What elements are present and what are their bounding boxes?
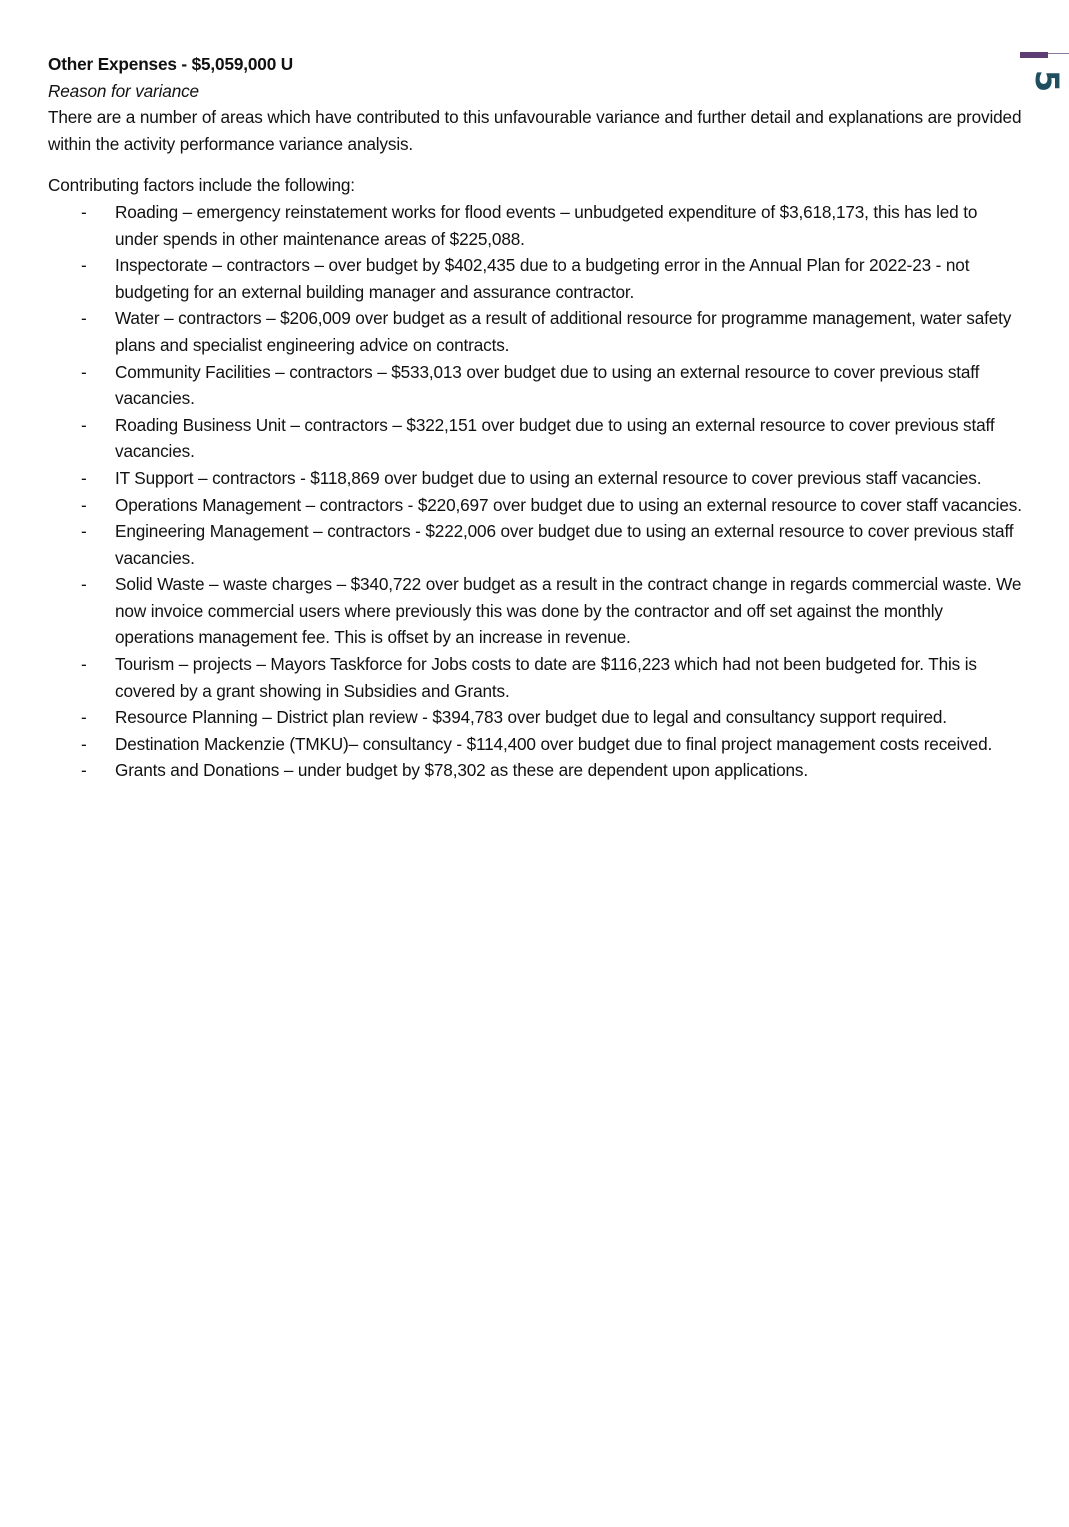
list-item <box>48 571 1023 651</box>
list-item-text: Destination Mackenzie (TMKU)– consultancy - $114,400 over budget due to final project management costs received. <box>115 733 993 754</box>
list-item <box>48 651 1023 704</box>
factors-intro: Contributing factors include the following: <box>48 175 355 196</box>
list-item <box>48 252 1023 305</box>
tab-divider-line <box>1048 53 1069 54</box>
list-item-text: Solid Waste – waste charges – $340,722 over budget as a result in the contract change in regards commercial waste. We now invoice commercial users where previously this was done by the contractor and off set against the monthly operations management fee. This is offset by an increase in revenue. <box>115 574 1022 648</box>
list-item <box>48 465 1023 492</box>
list-item <box>48 757 1023 784</box>
page-number: 5 <box>1028 69 1066 93</box>
bullet-dash: - <box>81 201 87 222</box>
bullet-dash: - <box>81 414 87 435</box>
bullet-dash: - <box>81 707 87 728</box>
bullet-dash: - <box>81 308 87 329</box>
list-item <box>48 492 1023 519</box>
bullet-dash: - <box>81 255 87 276</box>
list-item-text: Inspectorate – contractors – over budget by $402,435 due to a budgeting error in the Annual Plan for 2022-23 - not budgeting for an external building manager and assurance contractor. <box>115 255 970 302</box>
page-number-tab <box>1020 52 1069 100</box>
list-item-text: IT Support – contractors - $118,869 over budget due to using an external resource to cover previous staff vacancies. <box>115 467 982 488</box>
list-item-text: Community Facilities – contractors – $533,013 over budget due to using an external resource to cover previous staff vacancies. <box>115 361 980 409</box>
list-item-text: Tourism – projects – Mayors Taskforce for Jobs costs to date are $116,223 which had not been budgeted for. This is covered by a grant showing in Subsidies and Grants. <box>115 654 977 701</box>
bullet-dash: - <box>81 467 87 488</box>
list-item <box>48 704 1023 731</box>
list-item-text: Roading – emergency reinstatement works for flood events – unbudgeted expenditure of $3,618,173, this has led to under spends in other maintenance areas of $225,088. <box>115 201 978 249</box>
list-item-text: Engineering Management – contractors - $222,006 over budget due to using an external resource to cover previous staff vacancies. <box>115 521 1014 568</box>
bullet-dash: - <box>81 760 87 781</box>
section-subheading: Reason for variance <box>48 80 199 101</box>
list-item-text: Grants and Donations – under budget by $78,302 as these are dependent upon applications. <box>115 760 808 781</box>
bullet-dash: - <box>81 494 87 515</box>
bullet-dash: - <box>81 654 87 675</box>
bullet-dash: - <box>81 733 87 754</box>
intro-paragraph: There are a number of areas which have contributed to this unfavourable variance and further detail and explanations are provided within the activity performance variance analysis. <box>48 107 1022 154</box>
list-item-text: Resource Planning – District plan review - $394,783 over budget due to legal and consultancy support required. <box>115 707 947 728</box>
list-item <box>48 199 1023 252</box>
bullet-dash: - <box>81 521 87 542</box>
bullet-dash: - <box>81 361 87 382</box>
list-item <box>48 305 1023 358</box>
list-item <box>48 518 1023 571</box>
list-item-text: Operations Management – contractors - $220,697 over budget due to using an external resource to cover staff vacancies. <box>115 494 1022 515</box>
bullet-dash: - <box>81 574 87 595</box>
section-heading: Other Expenses - $5,059,000 U <box>48 54 294 74</box>
list-item <box>48 412 1023 465</box>
list-item-text: Water – contractors – $206,009 over budget as a result of additional resource for programme management, water safety plans and specialist engineering advice on contracts. <box>115 308 1012 355</box>
list-item-text: Roading Business Unit – contractors – $322,151 over budget due to using an external resource to cover previous staff vacancies. <box>115 414 995 462</box>
list-item <box>48 359 1023 412</box>
contributing-factors-list <box>48 199 1023 784</box>
tab-accent-bar <box>1020 52 1048 58</box>
document-page <box>48 51 1023 784</box>
list-item <box>48 731 1023 758</box>
